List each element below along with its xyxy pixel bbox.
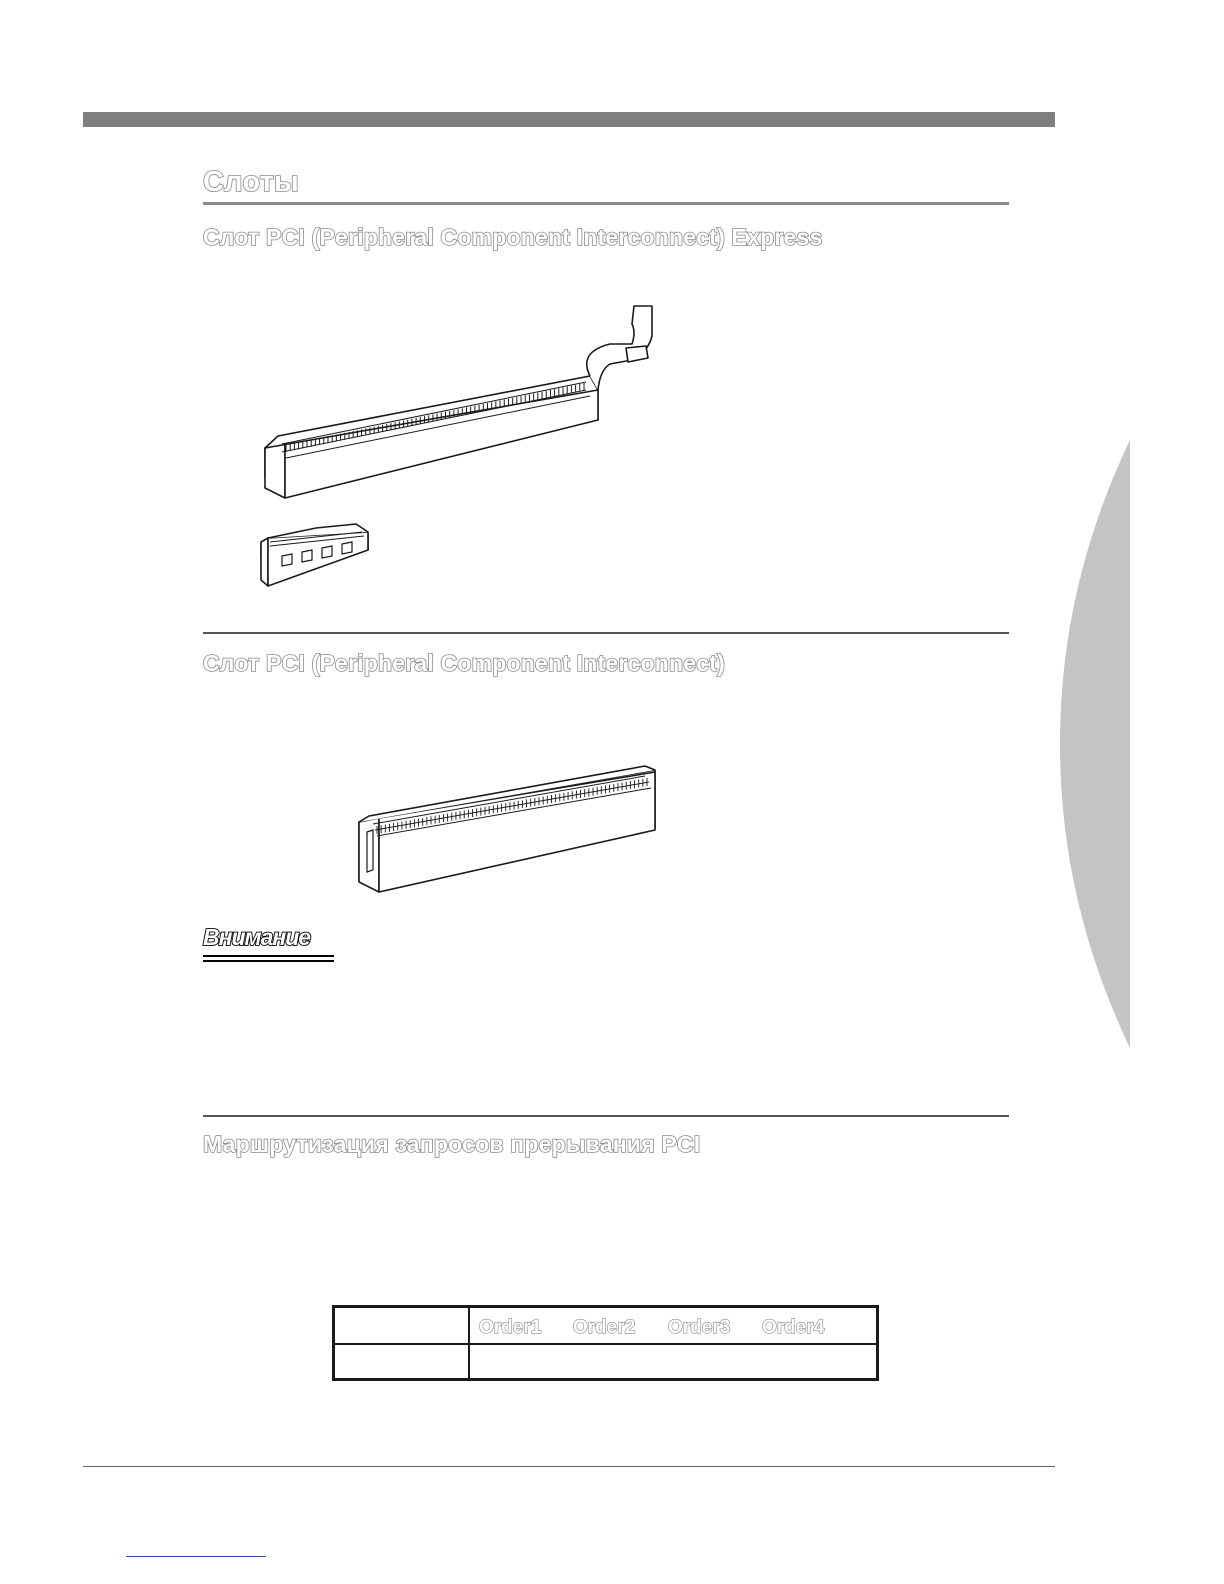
table-header-cell: Order1 (479, 1317, 542, 1338)
title-divider (203, 202, 1009, 205)
table-row-divider (335, 1343, 876, 1345)
footer-divider (83, 1466, 1055, 1467)
table-header-cell: Order2 (573, 1317, 636, 1338)
note-underline (203, 960, 334, 962)
pci-heading: Слот PCI (Peripheral Component Interconnect) (203, 650, 725, 676)
page-title: Слоты (203, 166, 299, 198)
section-divider (203, 1115, 1009, 1117)
footer-page-line (126, 1556, 266, 1557)
note-label: Внимание (203, 924, 311, 950)
irq-routing-heading: Маршрутизация запросов прерывания PCI (203, 1131, 701, 1157)
section-divider (203, 632, 1009, 634)
header-bar (83, 112, 1055, 127)
table-header-cell: Order3 (668, 1317, 731, 1338)
side-tab (1060, 440, 1224, 1048)
pcie-heading: Слот PCI (Peripheral Component Interconnect) Express (203, 224, 823, 250)
pcie-x16-slot-illustration (260, 300, 670, 505)
note-underline (203, 955, 334, 957)
table-header-cell: Order4 (762, 1317, 825, 1338)
pcie-x1-slot-illustration (256, 520, 376, 590)
pci-slot-illustration (355, 760, 665, 895)
irq-routing-table (332, 1305, 879, 1381)
